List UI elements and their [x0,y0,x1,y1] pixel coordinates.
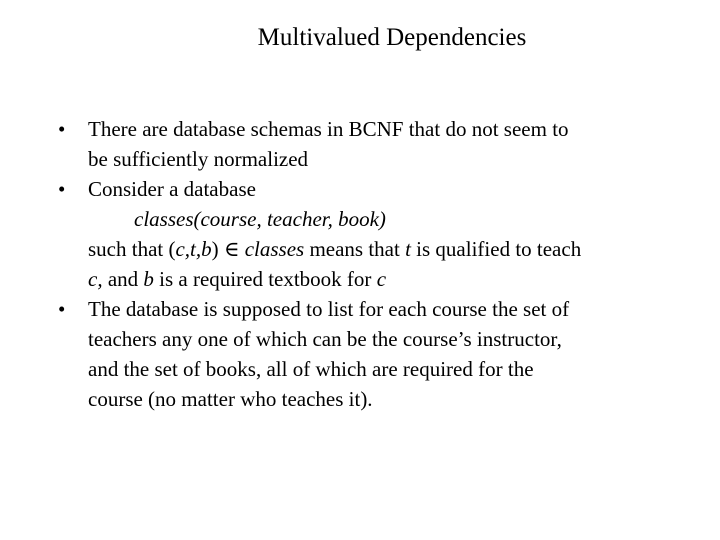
relation-schema-text: classes(course, teacher, book) [134,207,386,231]
slide-title: Multivalued Dependencies [257,24,527,51]
text-part: is a required textbook for [153,267,377,291]
bullet-2-marker: • [58,177,66,201]
bullet-3-text-3: and the set of books, all of which are required for the [88,357,534,381]
bullet-3-text-2: teachers any one of which can be the course’s instructor, [88,327,562,351]
bullet-1-text-2: be sufficiently normalized [88,147,309,171]
text-part: ) [211,237,224,261]
bullet-3-text-1: The database is supposed to list for each course the set of [88,297,570,321]
text-part: is qualified to teach [410,237,582,261]
bullet-2-text-3 [88,234,581,264]
var-t: t [405,237,411,261]
tuple-vars: c,t,b [175,237,212,261]
bullet-3-line-1 [0,294,720,324]
bullet-2-text-4 [88,264,386,294]
bullet-2-line-2 [0,204,720,234]
bullet-3-text-4: course (no matter who teaches it). [88,387,373,411]
bullet-1-line-2 [0,144,720,174]
bullet-1-text-1: There are database schemas in BCNF that do not seem to [88,117,569,141]
relation-schema [134,204,386,234]
bullet-3-line-4 [0,384,720,414]
bullet-1-line-1 [0,114,720,144]
bullet-3-line-3 [0,354,720,384]
bullet-2-line-1 [0,174,720,204]
slide-body [0,114,720,414]
bullet-1-marker: • [58,117,66,141]
text-part: means that [304,237,406,261]
element-of-symbol: ∈ [223,237,240,261]
relation-name: classes [244,237,305,261]
bullet-3-marker: • [58,297,66,321]
bullet-3-line-2 [0,324,720,354]
var-c: c, [88,267,103,291]
var-b: b [143,267,154,291]
var-c: c [376,267,387,291]
bullet-2-text-1: Consider a database [88,177,256,201]
bullet-2-line-3 [0,234,720,264]
text-part: and [102,267,144,291]
text-part: such that ( [88,237,176,261]
bullet-2-line-4 [0,264,720,294]
